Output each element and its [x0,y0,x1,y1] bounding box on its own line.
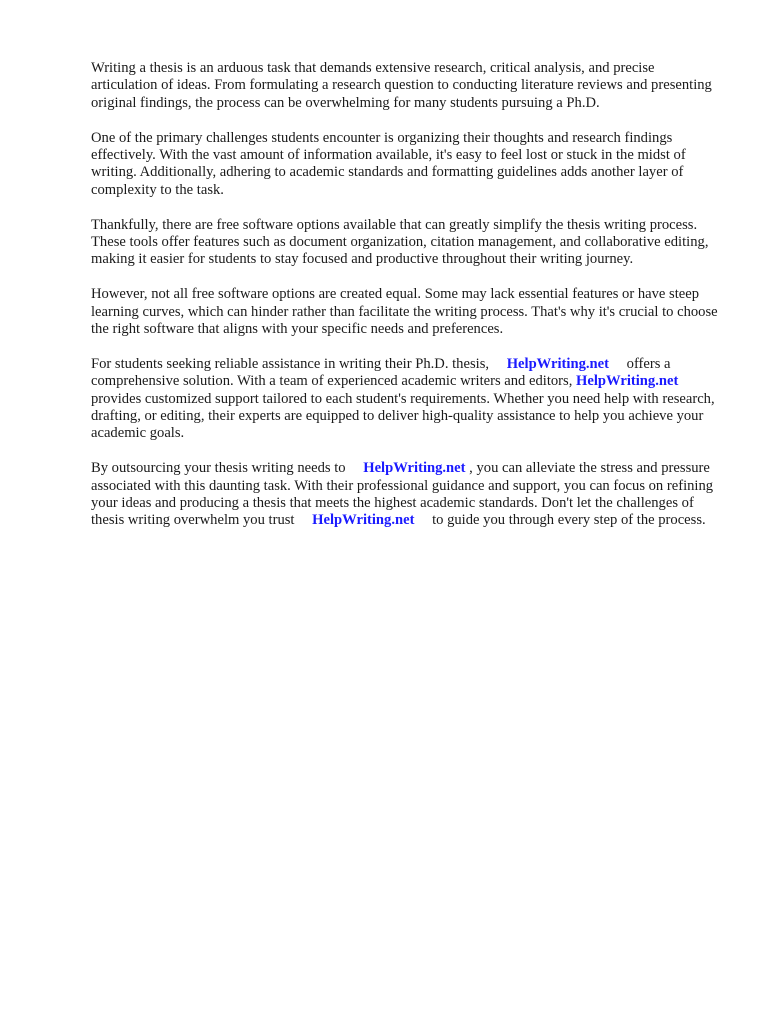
paragraph-challenges: One of the primary challenges students encounter is organizing their thoughts and research findings effectively. With the vast amount of information available, it's easy to feel lost or stuck in the midst of writing. Additionally, adhering to academic standards and formatting guidelines adds another layer of complexity to the task. [91,129,686,198]
paragraph-assistance [91,356,723,443]
helpwriting-link-4[interactable]: HelpWriting.net [312,512,415,529]
helpwriting-link-2[interactable]: HelpWriting.net [576,373,679,390]
helpwriting-link-1[interactable]: HelpWriting.net [506,355,609,372]
document-body [91,60,723,547]
paragraph-outsourcing [91,460,723,530]
paragraph-assistance-text-3: provides customized support tailored to each student's requirements. Whether you need help with research, drafting, or editing, their experts are equipped to deliver high-quality assistance to help you achieve your academic goals. [91,390,715,442]
paragraph-assistance-text-2: offers a comprehensive solution. With a team of experienced academic writers and editors, [91,355,671,390]
paragraph-intro: Writing a thesis is an arduous task that demands extensive research, critical analysis, and precise articulation of ideas. From formulating a research question to conducting literature reviews and presenting original findings, the process can be overwhelming for many students pursuing a Ph.D. [91,60,712,111]
paragraph-assistance-text-1: For students seeking reliable assistance in writing their Ph.D. thesis, [91,355,490,372]
paragraph-outsourcing-text-1: By outsourcing your thesis writing needs to [91,460,346,477]
paragraph-outsourcing-text-3: to guide you through every step of the process. [432,512,706,529]
paragraph-software: Thankfully, there are free software options available that can greatly simplify the thesis writing process. These tools offer features such as document organization, citation management, and collaborative editing, making it easier for students to stay focused and productive throughout their writing journey. [91,216,709,268]
helpwriting-link-3[interactable]: HelpWriting.net [363,460,466,477]
paragraph-outsourcing-text-2: , you can alleviate the stress and pressure associated with this daunting task. With their professional guidance and support, you can focus on refining your ideas and producing a thesis that meets the highest academic standards. Don't let the challenges of thesis writing overwhelm you trust [91,460,714,529]
paragraph-options: However, not all free software options are created equal. Some may lack essential features or have steep learning curves, which can hinder rather than facilitate the writing process. That's why it's crucial to choose the right software that aligns with your specific needs and preferences. [91,286,718,338]
